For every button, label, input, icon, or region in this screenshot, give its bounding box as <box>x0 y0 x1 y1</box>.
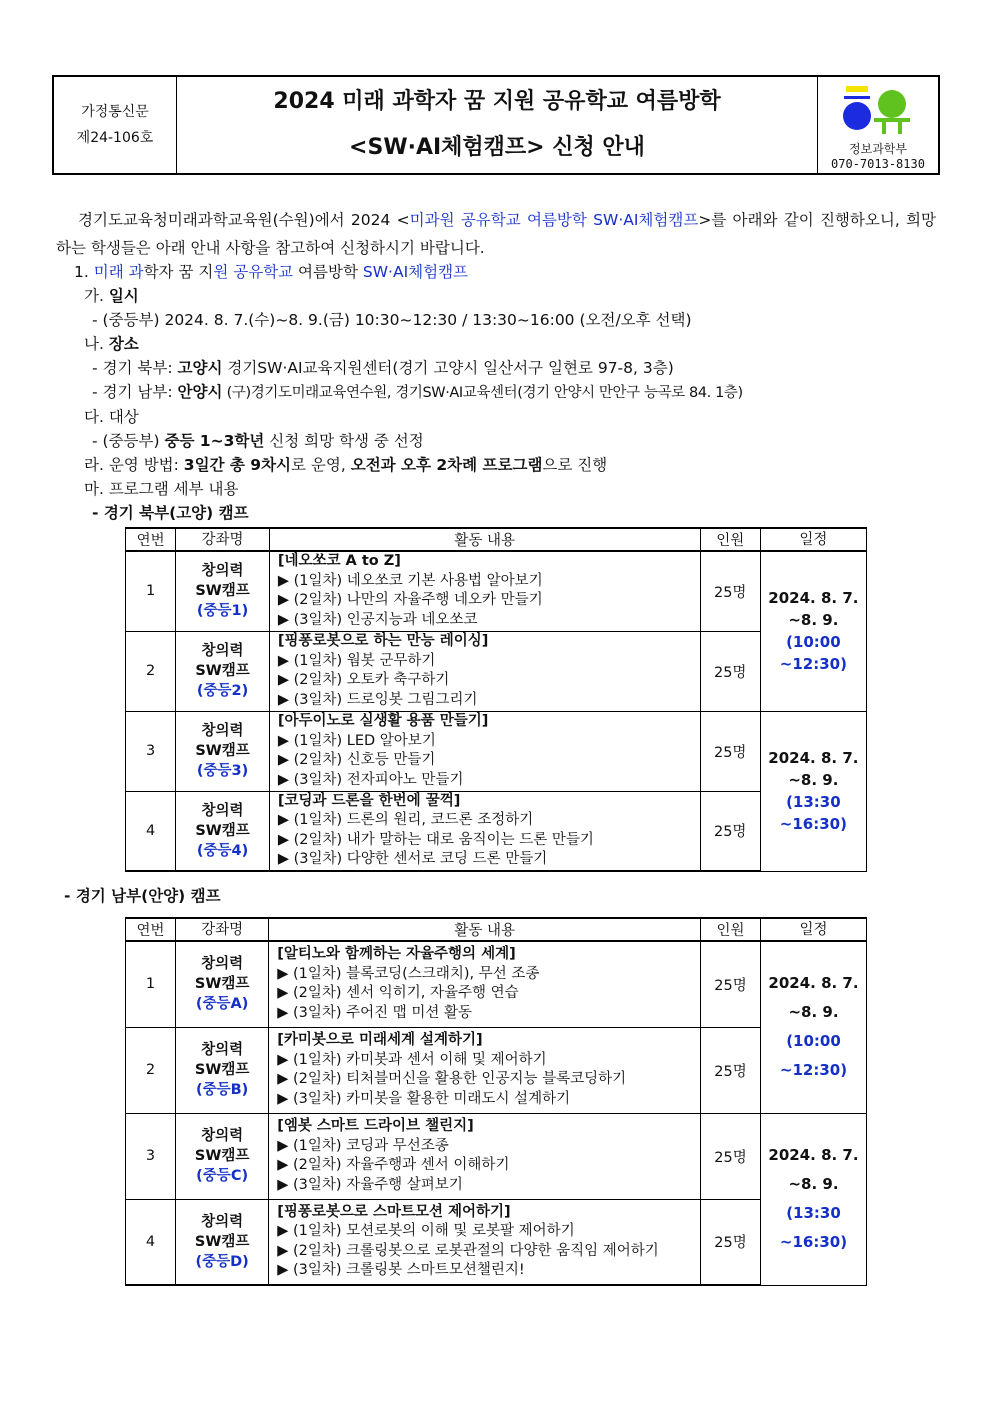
item-na-title: 장소 <box>108 335 139 353</box>
course-name-line1: 창의력 <box>201 802 244 819</box>
item-ma: 마. 프로그램 세부 내용 <box>84 480 239 498</box>
participant-count: 25명 <box>700 711 760 791</box>
activity-item: ▶ (2일차) 내가 말하는 대로 움직이는 드론 만들기 <box>277 831 594 848</box>
activity-title: [아두이노로 실생활 용품 만들기] <box>277 713 489 729</box>
activity-item: ▶ (3일차) 자율주행 살펴보기 <box>277 1176 463 1193</box>
activity-item: ▶ (3일차) 다양한 센서로 코딩 드론 만들기 <box>277 851 548 868</box>
course-level: (중등4) <box>196 842 249 859</box>
schedule-date: 2024. 8. 7. <box>768 1146 859 1164</box>
item-ga <box>56 284 936 308</box>
course-level: (중등A) <box>195 996 249 1013</box>
schedule-date: 2024. 8. 7. <box>768 974 859 993</box>
item-ga-label: 가. <box>84 287 109 305</box>
activity-item: ▶ (1일차) LED 알아보기 <box>277 732 436 749</box>
course-name-line1: 창의력 <box>201 1128 244 1144</box>
schedule-time-end: ~12:30) <box>779 655 847 674</box>
method-label: 라. 운영 방법: <box>84 456 184 474</box>
schedule-date-end: ~8. 9. <box>788 1175 839 1193</box>
activity-content <box>269 1199 701 1285</box>
section-details <box>56 260 936 525</box>
target-grade: 중등 1~3학년 <box>164 432 265 450</box>
table-row <box>126 551 867 631</box>
north-address: 경기SW·AI교육지원센터(경기 고양시 일산서구 일현로 97-8, 3층) <box>222 359 674 377</box>
schedule-time-start: (10:00 <box>786 1032 841 1051</box>
north-label: - 경기 북부: <box>92 359 178 377</box>
activity-item: ▶ (2일차) 자율주행과 센서 이해하기 <box>277 1157 510 1173</box>
activity-item: ▶ (1일차) 드론의 원리, 코드론 조정하기 <box>277 812 534 829</box>
course-name-line1: 창의력 <box>201 723 244 739</box>
south-city: 안양시 <box>177 383 223 401</box>
item-na-line1 <box>56 356 936 380</box>
activity-content <box>269 1113 701 1199</box>
item-na-label: 나. <box>84 335 109 353</box>
activity-title: [네오쏘코 A to Z] <box>277 553 401 570</box>
activity-content <box>269 1027 701 1113</box>
south-label: - 경기 남부: <box>92 383 178 401</box>
activity-item: ▶ (3일차) 인공지능과 네오쏘코 <box>277 611 478 628</box>
course-name-line2: SW캠프 <box>195 822 250 839</box>
row-number: 1 <box>126 941 176 1027</box>
activity-item: ▶ (2일차) 크롤링봇으로 로봇관절의 다양한 움직임 제어하기 <box>277 1242 659 1259</box>
course-name <box>176 1199 269 1285</box>
col-name-header: 강좌명 <box>176 528 270 551</box>
activity-content <box>269 551 700 631</box>
section-title-a: 미래 과 <box>93 263 144 281</box>
target-label: - (중등부) <box>92 432 165 450</box>
course-name-line1: 창의력 <box>201 1213 244 1230</box>
item-ra <box>56 453 936 477</box>
activity-item: ▶ (2일차) 신호등 만들기 <box>277 752 436 768</box>
method-programs: 오전과 오후 2차례 프로그램 <box>350 456 543 474</box>
schedule-time-start: (10:00 <box>786 633 841 652</box>
table-row <box>126 1027 867 1113</box>
item-da: 다. 대상 <box>84 408 139 426</box>
schedule-date-end: ~8. 9. <box>788 1003 839 1022</box>
section-title-e: SW·AI체험캠프 <box>362 263 469 281</box>
table-header-row <box>126 528 867 551</box>
course-level: (중등2) <box>196 683 249 699</box>
title-box <box>177 77 817 173</box>
activity-item: ▶ (2일차) 오토카 축구하기 <box>277 672 450 688</box>
activity-item: ▶ (2일차) 티처블머신을 활용한 인공지능 블록코딩하기 <box>277 1071 627 1087</box>
row-number: 2 <box>126 1027 176 1113</box>
course-name-line2: SW캠프 <box>194 1062 250 1078</box>
table-header-row <box>126 918 867 941</box>
method-mid: 로 운영, <box>291 456 351 474</box>
table-row <box>126 791 867 871</box>
south-address: (구)경기도미래교육연수원, 경기SW·AI교육센터(경기 안양시 만안구 능곡로 84. 1층) <box>222 385 743 401</box>
col-no-header: 연번 <box>126 918 176 941</box>
schedule-date: 2024. 8. 7. <box>768 589 859 608</box>
schedule-cell <box>760 1113 866 1285</box>
activity-content <box>269 631 700 711</box>
col-no-header: 연번 <box>126 528 176 551</box>
intro-text-2: >를 아래와 같이 진행하오니, 희망하는 학생들은 아래 안내 사항을 참고하여 신청하시기 바랍니다. <box>56 211 936 257</box>
section-1-heading <box>56 260 936 284</box>
notice-number-box <box>54 77 177 173</box>
course-name <box>176 1027 269 1113</box>
course-name <box>176 551 270 631</box>
schedule-date-end: ~8. 9. <box>788 771 839 789</box>
course-level: (중등B) <box>195 1082 249 1098</box>
table-row <box>126 1199 867 1285</box>
row-number: 3 <box>126 1113 176 1199</box>
north-camp-title: - 경기 북부(고양) 캠프 <box>92 504 249 522</box>
section-title-b: 학자 꿈 지 <box>143 263 214 281</box>
participant-count: 25명 <box>701 1113 761 1199</box>
row-number: 4 <box>126 791 176 871</box>
page-title-line1: 2024 미래 과학자 꿈 지원 공유학교 여름방학 <box>273 89 721 114</box>
activity-item: ▶ (1일차) 모션로봇의 이해 및 로봇팔 제어하기 <box>277 1223 575 1240</box>
activity-item: ▶ (1일차) 블록코딩(스크래치), 무선 조종 <box>277 965 540 982</box>
item-ga-line: - (중등부) 2024. 8. 7.(수)~8. 9.(금) 10:30~12:30 / 13:30~16:00 (오전/오후 선택) <box>92 311 692 329</box>
activity-item: ▶ (2일차) 센서 익히기, 자율주행 연습 <box>277 985 519 1002</box>
col-date-header: 일정 <box>760 918 866 941</box>
schedule-date: 2024. 8. 7. <box>768 749 859 767</box>
target-rest: 신청 희망 학생 중 선정 <box>264 432 424 450</box>
activity-item: ▶ (1일차) 카미봇과 센서 이해 및 제어하기 <box>277 1051 547 1068</box>
table-row <box>126 1113 867 1199</box>
schedule-time-end: ~12:30) <box>779 1061 848 1080</box>
intro-paragraph <box>56 206 936 262</box>
course-name-line1: 창의력 <box>201 563 244 580</box>
course-name-line1: 창의력 <box>201 643 244 659</box>
table-row <box>126 941 867 1027</box>
intro-highlight: 미과원 공유학교 여름방학 SW·AI체험캠프 <box>409 211 699 229</box>
method-rest: 으로 진행 <box>542 456 608 474</box>
activity-title: [카미봇으로 미래세계 설계하기] <box>277 1032 483 1048</box>
item-ga-title: 일시 <box>108 287 139 305</box>
col-activity-header: 활동 내용 <box>269 528 700 551</box>
row-number: 4 <box>126 1199 176 1285</box>
col-name-header: 강좌명 <box>176 918 269 941</box>
method-sessions: 3일간 총 9차시 <box>183 456 292 474</box>
department-box <box>817 77 938 173</box>
item-na-line2 <box>56 380 936 405</box>
activity-content <box>269 791 700 871</box>
activity-item: ▶ (2일차) 나만의 자율주행 네오카 만들기 <box>277 592 543 609</box>
course-name-line2: SW캠프 <box>195 583 250 600</box>
schedule-time-end: ~16:30) <box>779 815 847 833</box>
section-number: 1. <box>74 263 94 281</box>
activity-item: ▶ (3일차) 주어진 맵 미션 활동 <box>277 1004 473 1021</box>
course-name-line2: SW캠프 <box>194 976 250 993</box>
phone-number: 070-7013-8130 <box>831 157 925 171</box>
course-name-line2: SW캠프 <box>195 743 250 759</box>
participant-count: 25명 <box>700 631 760 711</box>
activity-item: ▶ (1일차) 네오쏘코 기본 사용법 알아보기 <box>277 572 543 589</box>
south-camp-title: - 경기 남부(안양) 캠프 <box>64 887 221 905</box>
course-name <box>176 1113 269 1199</box>
col-count-header: 인원 <box>700 528 760 551</box>
course-level: (중등C) <box>196 1168 249 1184</box>
schedule-time-start: (13:30 <box>786 1204 841 1222</box>
activity-item: ▶ (3일차) 카미봇을 활용한 미래도시 설계하기 <box>277 1090 571 1107</box>
section-title-c: 원 공유학교 <box>213 263 294 281</box>
course-name <box>176 711 270 791</box>
course-level: (중등3) <box>196 763 249 779</box>
participant-count: 25명 <box>701 1027 761 1113</box>
schedule-cell <box>760 551 866 711</box>
school-logo-icon <box>838 84 918 136</box>
course-name-line1: 창의력 <box>201 956 244 973</box>
participant-count: 25명 <box>701 941 761 1027</box>
course-name-line1: 창의력 <box>201 1042 244 1058</box>
course-name <box>176 631 270 711</box>
activity-content <box>269 941 701 1027</box>
participant-count: 25명 <box>700 551 760 631</box>
north-city: 고양시 <box>177 359 223 377</box>
activity-item: ▶ (1일차) 웜봇 군무하기 <box>277 652 436 669</box>
schedule-time-start: (13:30 <box>786 793 841 811</box>
department-name: 정보과학부 <box>849 142 907 156</box>
schedule-time-end: ~16:30) <box>779 1233 848 1251</box>
item-da-line <box>56 429 936 453</box>
north-camp-table <box>125 527 867 872</box>
activity-title: [핑퐁로봇으로 하는 만능 레이싱] <box>277 633 489 649</box>
participant-count: 25명 <box>701 1199 761 1285</box>
course-level: (중등1) <box>196 603 249 620</box>
activity-title: [알티노와 함께하는 자율주행의 세계] <box>277 946 516 963</box>
course-name-line2: SW캠프 <box>194 1233 250 1250</box>
course-name <box>176 941 269 1027</box>
course-name <box>176 791 270 871</box>
activity-content <box>269 711 700 791</box>
item-na <box>56 332 936 356</box>
col-count-header: 인원 <box>701 918 761 941</box>
schedule-cell <box>760 711 866 871</box>
south-camp-table <box>125 917 867 1286</box>
activity-title: [엠봇 스마트 드라이브 챌린지] <box>277 1118 474 1134</box>
notice-number: 제24-106호 <box>76 130 154 146</box>
course-level: (중등D) <box>195 1253 249 1270</box>
document-header <box>52 75 940 175</box>
row-number: 1 <box>126 551 176 631</box>
schedule-date-end: ~8. 9. <box>788 611 839 630</box>
activity-title: [핑퐁로봇으로 스마트모션 제어하기] <box>277 1203 511 1220</box>
notice-type: 가정통신문 <box>81 104 149 120</box>
table-row <box>126 711 867 791</box>
activity-item: ▶ (3일차) 드로잉봇 그림그리기 <box>277 691 478 708</box>
participant-count: 25명 <box>700 791 760 871</box>
table-row <box>126 631 867 711</box>
col-activity-header: 활동 내용 <box>269 918 701 941</box>
intro-text-1: 경기도교육청미래과학교육원(수원)에서 2024 < <box>78 211 410 229</box>
row-number: 2 <box>126 631 176 711</box>
section-title-d: 여름방학 <box>293 263 363 281</box>
activity-item: ▶ (3일차) 전자피아노 만들기 <box>277 771 464 788</box>
activity-title: [코딩과 드론을 한번에 꿀꺽] <box>277 792 461 809</box>
course-name-line2: SW캠프 <box>195 663 250 679</box>
page-title-line2: <SW·AI체험캠프> 신청 안내 <box>349 135 645 160</box>
activity-item: ▶ (1일차) 코딩과 무선조종 <box>277 1137 449 1154</box>
row-number: 3 <box>126 711 176 791</box>
course-name-line2: SW캠프 <box>194 1148 250 1164</box>
schedule-cell <box>760 941 866 1113</box>
col-date-header: 일정 <box>760 528 866 551</box>
activity-item: ▶ (3일차) 크롤링봇 스마트모션챌린지! <box>277 1262 525 1279</box>
